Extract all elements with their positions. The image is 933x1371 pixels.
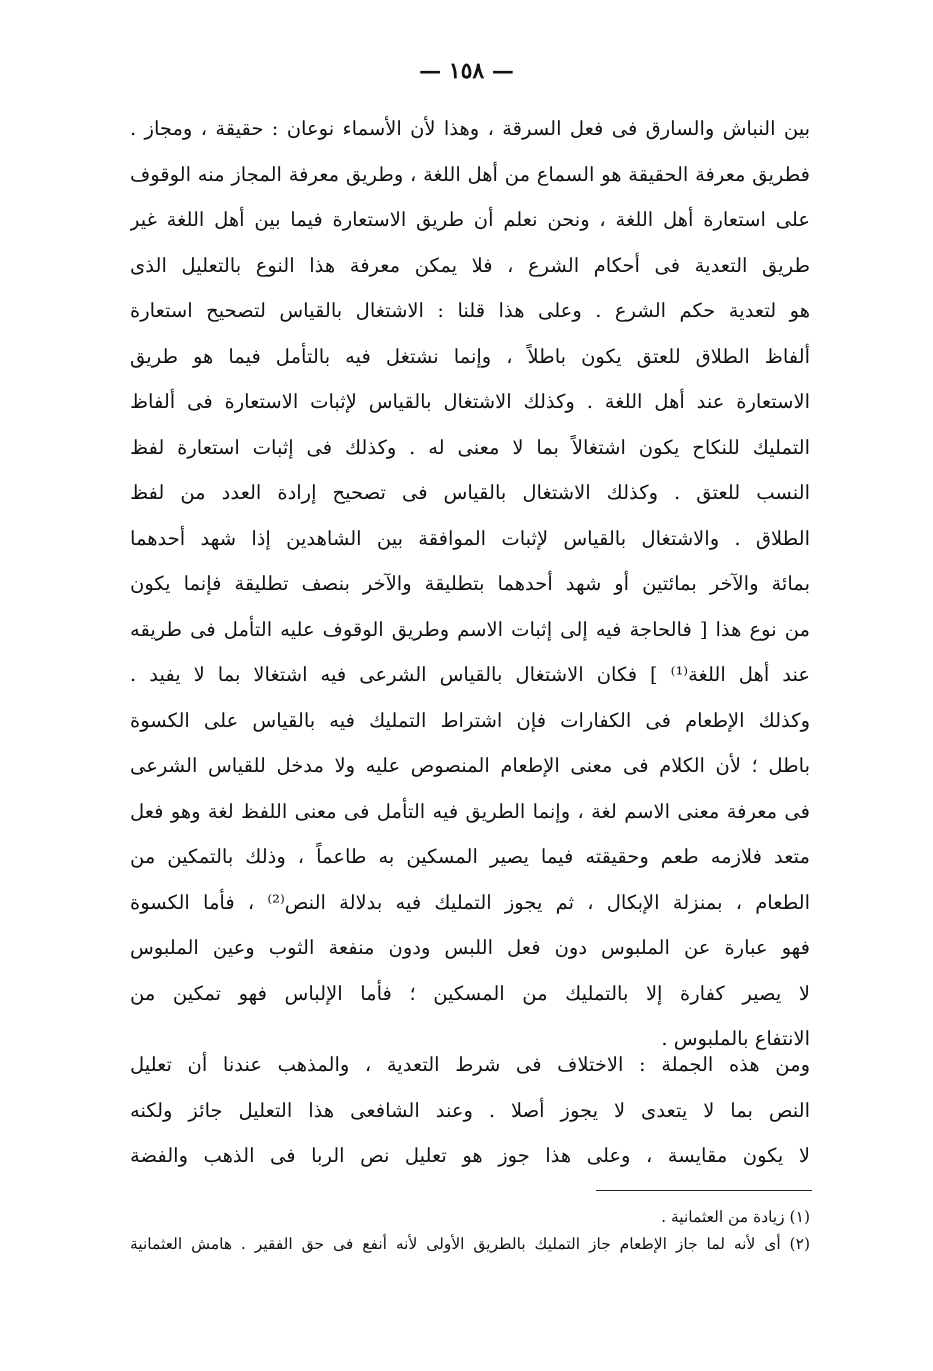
- text-line: هو لتعدية حكم الشرع . وعلى هذا قلنا : الاشتغال بالقياس لتصحيح استعارة: [130, 299, 810, 322]
- text-line: عند أهل اللغة⁽¹⁾ ] فكان الاشتغال بالقياس الشرعى فيه اشتغالا بما لا يفيد .: [130, 663, 810, 686]
- paragraph-main: [130, 106, 810, 1062]
- text-line: فهو عبارة عن الملبوس دون فعل اللبس ودون منفعة الثوب وعين الملبوس: [130, 936, 810, 959]
- text-line: فطريق معرفة الحقيقة هو السماع من أهل اللغة ، وطريق معرفة المجاز منه الوقوف: [130, 162, 810, 186]
- text-line: ومن هذه الجملة : الاختلاف فى شرط التعدية ، والمذهب عندنا أن تعليل: [130, 1053, 810, 1076]
- text-line: على استعارة أهل اللغة ، ونحن نعلم أن طريق الاستعارة فيما بين أهل اللغة غير: [130, 208, 810, 231]
- footnotes: [130, 1204, 810, 1258]
- text-line: ألفاظ الطلاق للعتق يكون باطلاً ، وإنما نشتغل فيه بالتأمل فيما هو طريق: [130, 344, 810, 368]
- text-line: الطلاق . والاشتغال بالقياس لإثبات الموافقة بين الشاهدين إذا شهد أحدهما: [130, 526, 810, 550]
- text-line: باطل ؛ لأن الكلام فى معنى الإطعام المنصوص عليه ولا مدخل للقياس الشرعى: [130, 754, 810, 777]
- text-line: وكذلك الإطعام فى الكفارات فإن اشتراط التمليك فيه بالقياس على الكسوة: [130, 708, 810, 732]
- text-line: النسب للعتق . وكذلك الاشتغال بالقياس فى تصحيح إرادة العدد من لفظ: [130, 481, 810, 504]
- text-line: طريق التعدية فى أحكام الشرع ، فلا يمكن معرفة هذا النوع بالتعليل الذى: [130, 253, 810, 277]
- text-line: التمليك للنكاح يكون اشتغالاً بما لا معنى له . وكذلك فى إثبات استعارة لفظ: [130, 435, 810, 459]
- text-line: الطعام ، بمنزلة الإبكال ، ثم يجوز التمليك فيه بدلالة النص⁽²⁾ ، فأما الكسوة: [130, 890, 810, 914]
- text-line: متعد فلازمه طعم وحقيقته فيما يصير المسكين به طاعماً ، وذلك بالتمكين من: [130, 845, 810, 868]
- footnote-divider: [596, 1190, 812, 1191]
- text-line: بين النباش والسارق فى فعل السرقة ، وهذا لأن الأسماء نوعان : حقيقة ، ومجاز .: [130, 117, 810, 140]
- text-line: النص بما لا يتعدى لا يجوز أصلا . وعند الشافعى هذا التعليل جائز ولكنه: [130, 1098, 810, 1122]
- text-line: بمائة والآخر بمائتين أو شهد أحدهما بتطليقة والآخر بنصف تطليقة فإنما يكون: [130, 572, 810, 595]
- text-line: فى معرفة معنى الاسم لغة ، وإنما الطريق فيه التأمل فى معنى اللفظ لغة وهو فعل: [130, 799, 810, 823]
- page-number: — ١٥٨ —: [419, 58, 514, 84]
- text-line: لا يكون مقايسة ، وعلى هذا جوز هو تعليل نص الربا فى الذهب والفضة: [130, 1144, 810, 1167]
- footnote-2: (٢) أى لأنه لما جاز الإطعام جاز التمليك بالطريق الأولى لأنه أنفع فى حق الفقير . هامش العثمانية: [130, 1235, 810, 1253]
- text-line: الاستعارة عند أهل اللغة . وكذلك الاشتغال بالقياس لإثبات الاستعارة فى ألفاظ: [130, 390, 810, 413]
- text-line: لا يصير كفارة إلا بالتمليك من المسكين ؛ فأما الإلباس فهو تمكين من: [130, 981, 810, 1005]
- footnote-1: (١) زيادة من العثمانية .: [661, 1208, 810, 1226]
- text-line: من نوع هذا [ فالحاجة فيه إلى إثبات الاسم وطريق الوقوف عليه التأمل فى طريقه: [130, 617, 810, 641]
- text-line: الانتفاع بالملبوس .: [661, 1027, 810, 1050]
- paragraph-second: [130, 1042, 810, 1179]
